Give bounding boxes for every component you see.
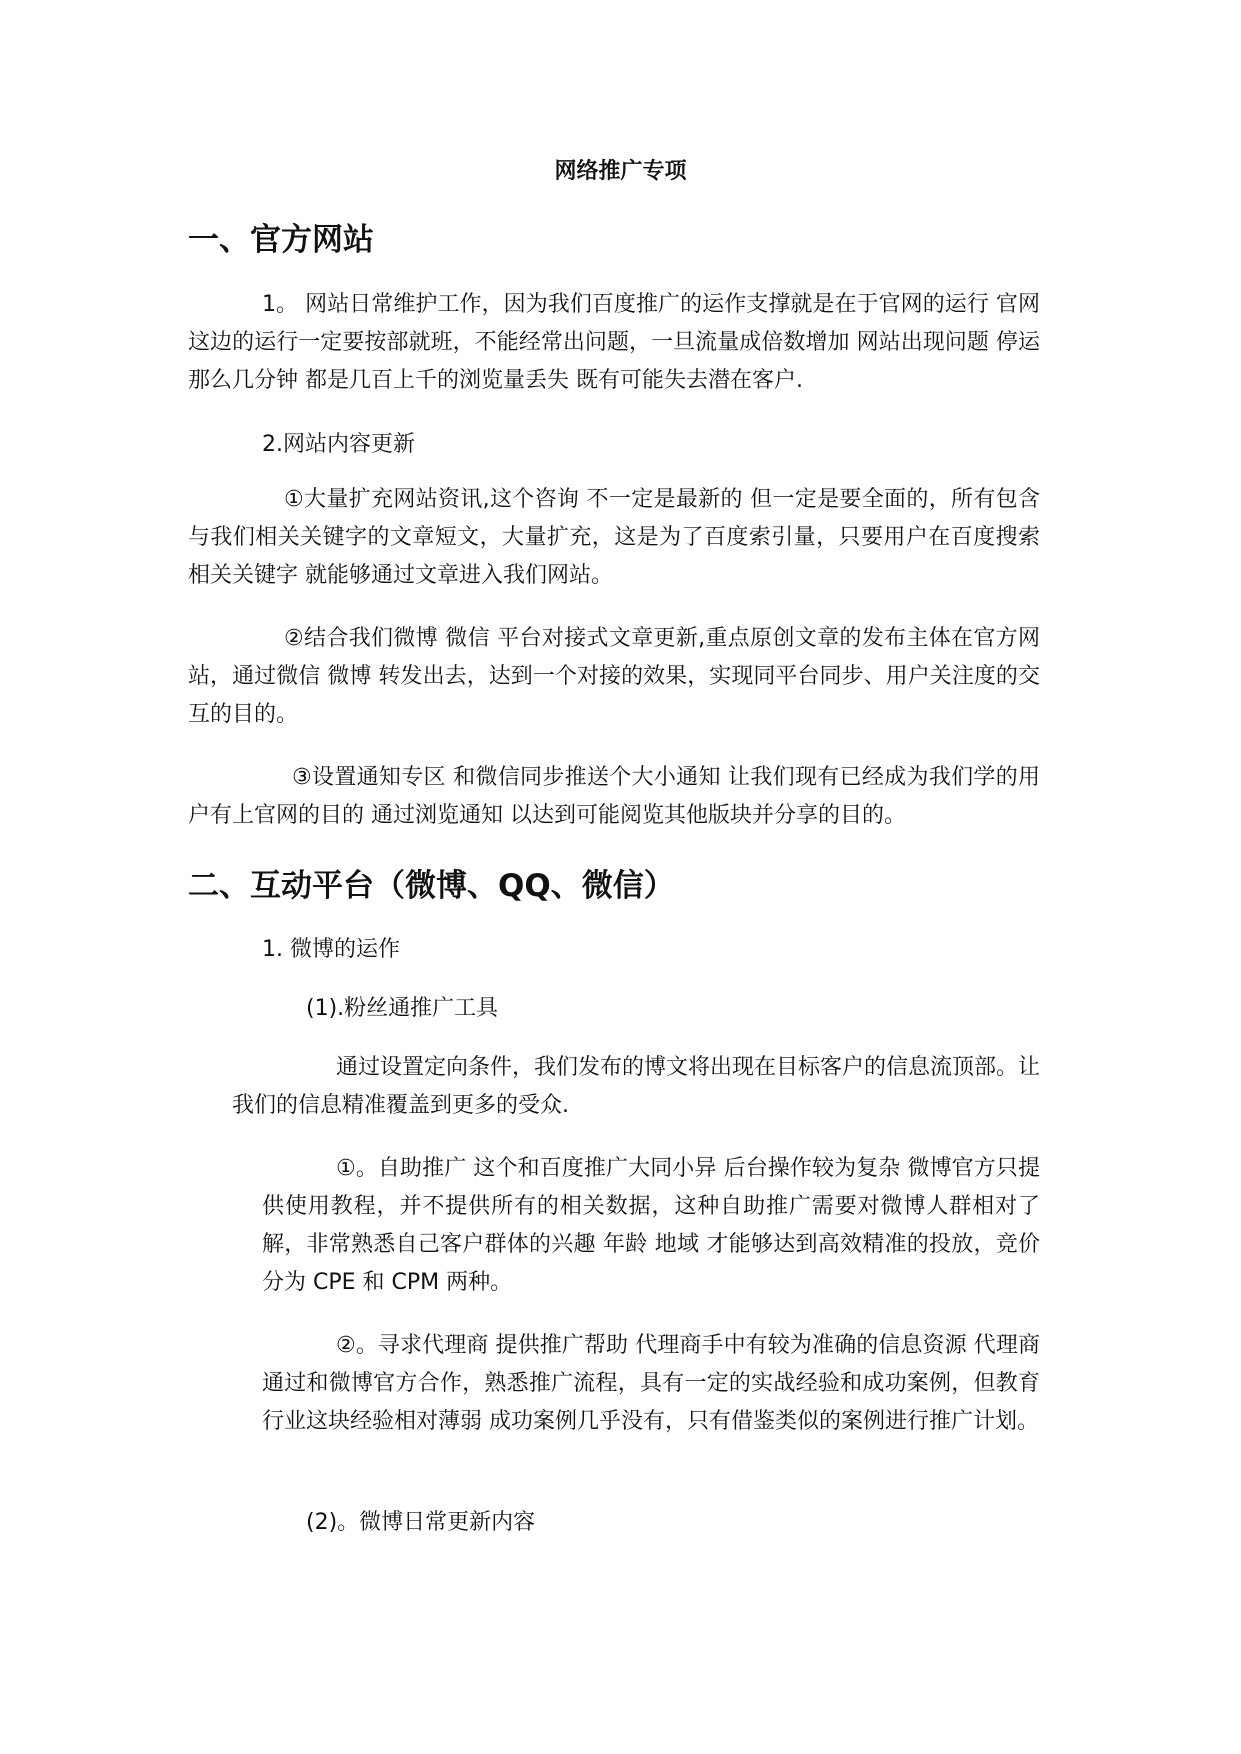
paragraph-self-service-promotion: ①。自助推广 这个和百度推广大同小异 后台操作较为复杂 微博官方只提供使用教程，并不提供所有的相关数据，这种自助推广需要对微博人群相对了解，非常熟悉自己客户群体的兴趣 年龄 地域 才能够达到高效精准的投放，竞价分为 CPE 和 CPM 两种。 (262, 1156, 1040, 1295)
subheading-weibo-daily-update: (2)。微博日常更新内容 (306, 1510, 536, 1535)
section-heading-official-website: 一、官方网站 (188, 222, 374, 258)
paragraph-agency-promotion: ②。寻求代理商 提供推广帮助 代理商手中有较为准确的信息资源 代理商通过和微博官方合作，熟悉推广流程，具有一定的实战经验和成功案例，但教育行业这块经验相对薄弱 成功案例几乎没有，只有借鉴类似的案例进行推广计划。 (262, 1333, 1040, 1434)
subheading-site-content-update: 2.网站内容更新 (262, 432, 415, 457)
paragraph-expand-articles: ①大量扩充网站资讯,这个咨询 不一定是最新的 但一定是要全面的，所有包含与我们相关关键字的文章短文，大量扩充，这是为了百度索引量，只要用户在百度搜索相关关键字 就能够通过文章进入我们网站。 (188, 487, 1040, 588)
section-heading-interactive-platforms: 二、互动平台（微博、QQ、微信） (188, 868, 675, 904)
paragraph-platform-sync: ②结合我们微博 微信 平台对接式文章更新,重点原创文章的发布主体在官方网站，通过微信 微博 转发出去，达到一个对接的效果，实现同平台同步、用户关注度的交互的目的。 (188, 626, 1040, 727)
subheading-weibo-operation: 1. 微博的运作 (262, 937, 400, 962)
document-title: 网络推广专项 (554, 159, 687, 184)
subheading-fans-promotion-tool: (1).粉丝通推广工具 (306, 996, 499, 1021)
paragraph-site-maintenance: 1。 网站日常维护工作，因为我们百度推广的运作支撑就是在于官网的运行 官网这边的运行一定要按部就班，不能经常出问题，一旦流量成倍数增加 网站出现问题 停运那么几分钟 都是几百上千的浏览量丢失 既有可能失去潜在客户. (188, 292, 1040, 393)
paragraph-fans-tool-intro: 通过设置定向条件，我们发布的博文将出现在目标客户的信息流顶部。让我们的信息精准覆盖到更多的受众. (232, 1055, 1041, 1118)
paragraph-notification-area: ③设置通知专区 和微信同步推送个大小通知 让我们现有已经成为我们学的用户有上官网的目的 通过浏览通知 以达到可能阅览其他版块并分享的目的。 (188, 765, 1040, 828)
